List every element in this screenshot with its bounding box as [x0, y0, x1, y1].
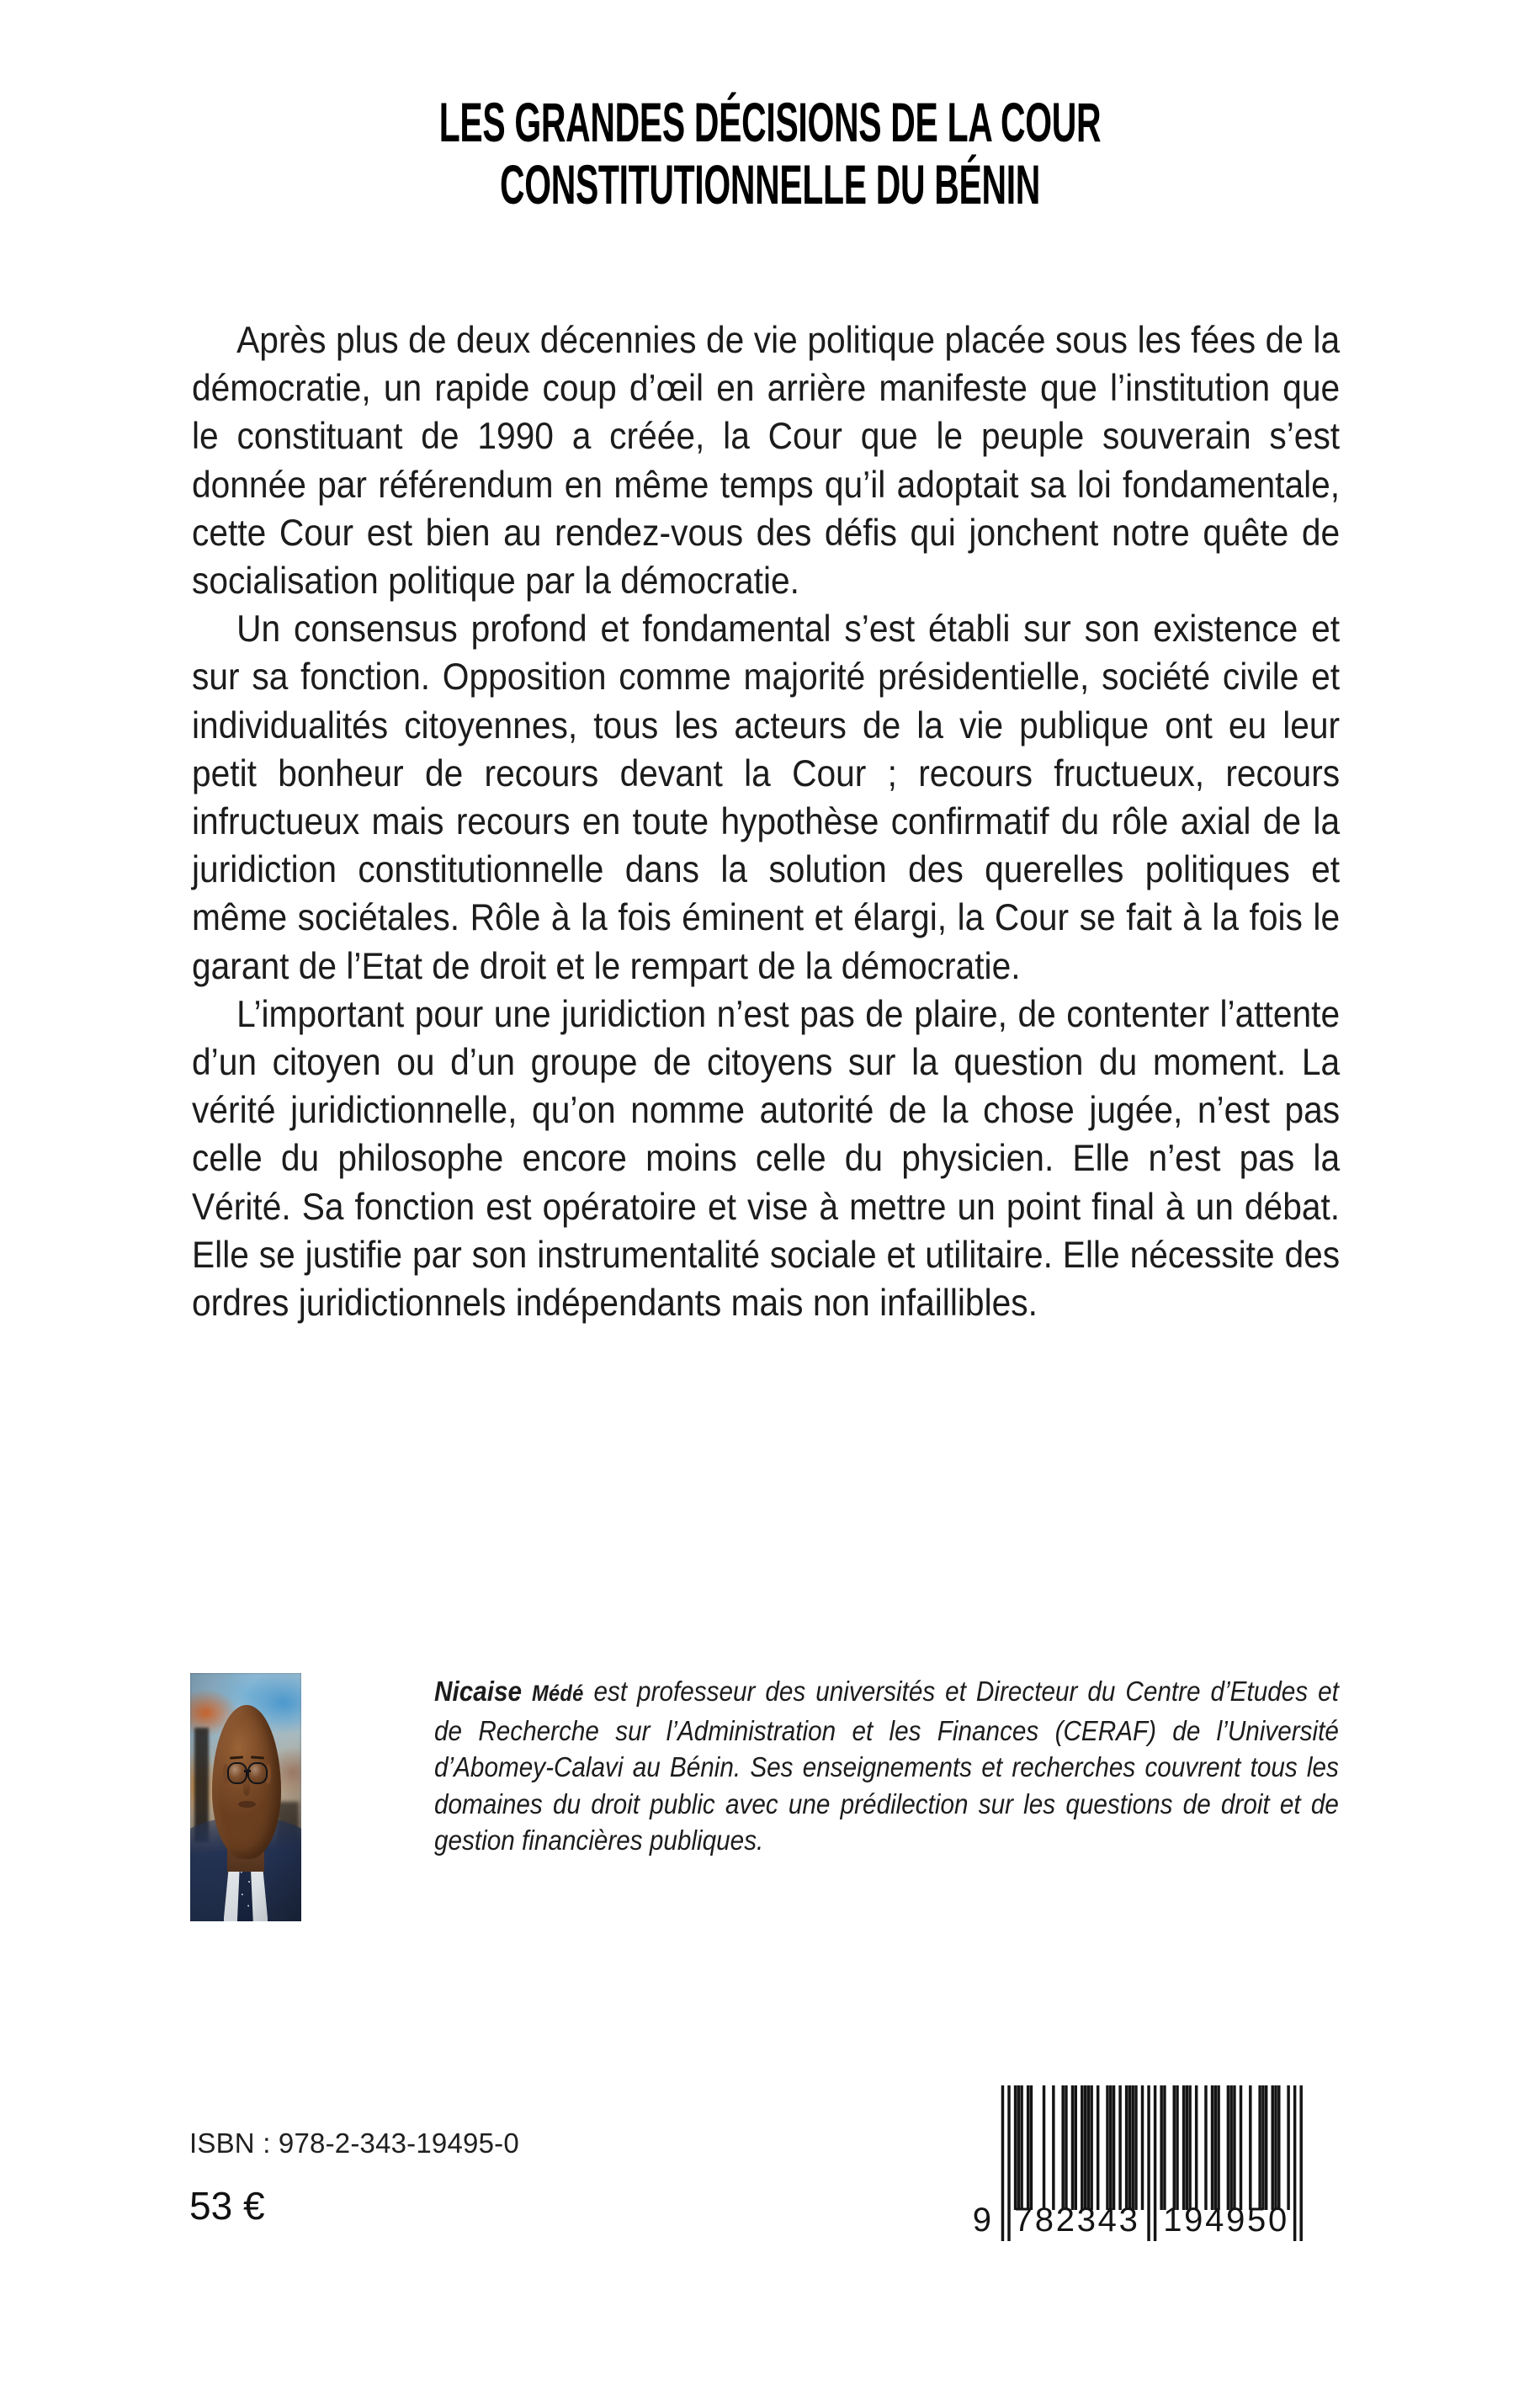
photo-eyebrow-left: [230, 1756, 244, 1759]
barcode-digits-left: 782343: [1013, 2202, 1140, 2239]
isbn-label: ISBN : 978-2-343-19495-0: [189, 2127, 519, 2159]
book-title-line-1: LES GRANDES DÉCISIONS DE LA COUR: [438, 91, 1102, 153]
barcode: [969, 2075, 1306, 2256]
barcode-digits: [969, 2202, 1306, 2252]
author-bio: [434, 1673, 1339, 1859]
photo-lens-right: [247, 1762, 268, 1784]
barcode-digits-right: 194950: [1163, 2202, 1289, 2239]
photo-eyebrow-right: [251, 1756, 265, 1759]
author-photo: [190, 1673, 301, 1921]
photo-nose: [243, 1779, 250, 1796]
author-bio-text: est professeur des universités et Directeur du Centre d’Etudes et de Recherche sur l’Administration et les Finances (CERAF) de l’Université d’Abomey-Calavi au Bénin. Ses enseignements et recherches couvrent tous les domaines du droit public avec une prédilection sur les questions de droit et de gestion financières publiques.: [434, 1676, 1339, 1856]
author-name: [434, 1676, 583, 1707]
author-last-name: Médé: [532, 1681, 584, 1706]
book-title-line-2: CONSTITUTIONNELLE DU BÉNIN: [499, 153, 1041, 215]
blurb-text: [192, 316, 1340, 1327]
book-title: [181, 91, 1359, 215]
blurb-paragraph-2: Un consensus profond et fondamental s’est établi sur son existence et sur sa fonction. Opposition comme majorité présidentielle, société civile et individualités citoyennes, tous les acteurs de la vie publique ont eu leur petit bonheur de recours devant la Cour ; recours fructueux, recours infructueux mais recours en toute hypothèse confirmatif du rôle axial de la juridiction constitutionnelle dans la solution des querelles politiques et même sociétales. Rôle à la fois éminent et élargi, la Cour se fait à la fois le garant de l’Etat de droit et le rempart de la démocratie.: [192, 608, 1341, 987]
blurb-paragraph-3: L’important pour une juridiction n’est pas de plaire, de contenter l’attente d’un citoyen ou d’un groupe de citoyens sur la question du moment. La vérité juridictionnelle, qu’on nomme autorité de la chose jugée, n’est pas celle du philosophe encore moins celle du physicien. Elle n’est pas la Vérité. Sa fonction est opératoire et vise à mettre un point final à un débat. Elle se justifie par son instrumentalité sociale et utilitaire. Elle nécessite des ordres juridictionnels indépendants mais non infaillibles.: [192, 993, 1341, 1325]
barcode-digit-leading: 9: [972, 2202, 992, 2239]
photo-mouth: [238, 1801, 256, 1808]
author-first-name: Nicaise: [434, 1676, 523, 1707]
price-label: 53 €: [189, 2184, 265, 2228]
author-bio-paragraph: [434, 1673, 1339, 1859]
glasses-icon: [227, 1762, 267, 1781]
blurb-paragraph-1: Après plus de deux décennies de vie politique placée sous les fées de la démocratie, un rapide coup d’œil en arrière manifeste que l’institution que le constituant de 1990 a créée, la Cour que le peuple souverain s’est donnée par référendum en même temps qu’il adoptait sa loi fondamentale, cette Cour est bien au rendez-vous des défis qui jonchent notre quête de socialisation politique par la démocratie.: [192, 320, 1341, 603]
photo-glasses-bridge: [244, 1770, 251, 1771]
